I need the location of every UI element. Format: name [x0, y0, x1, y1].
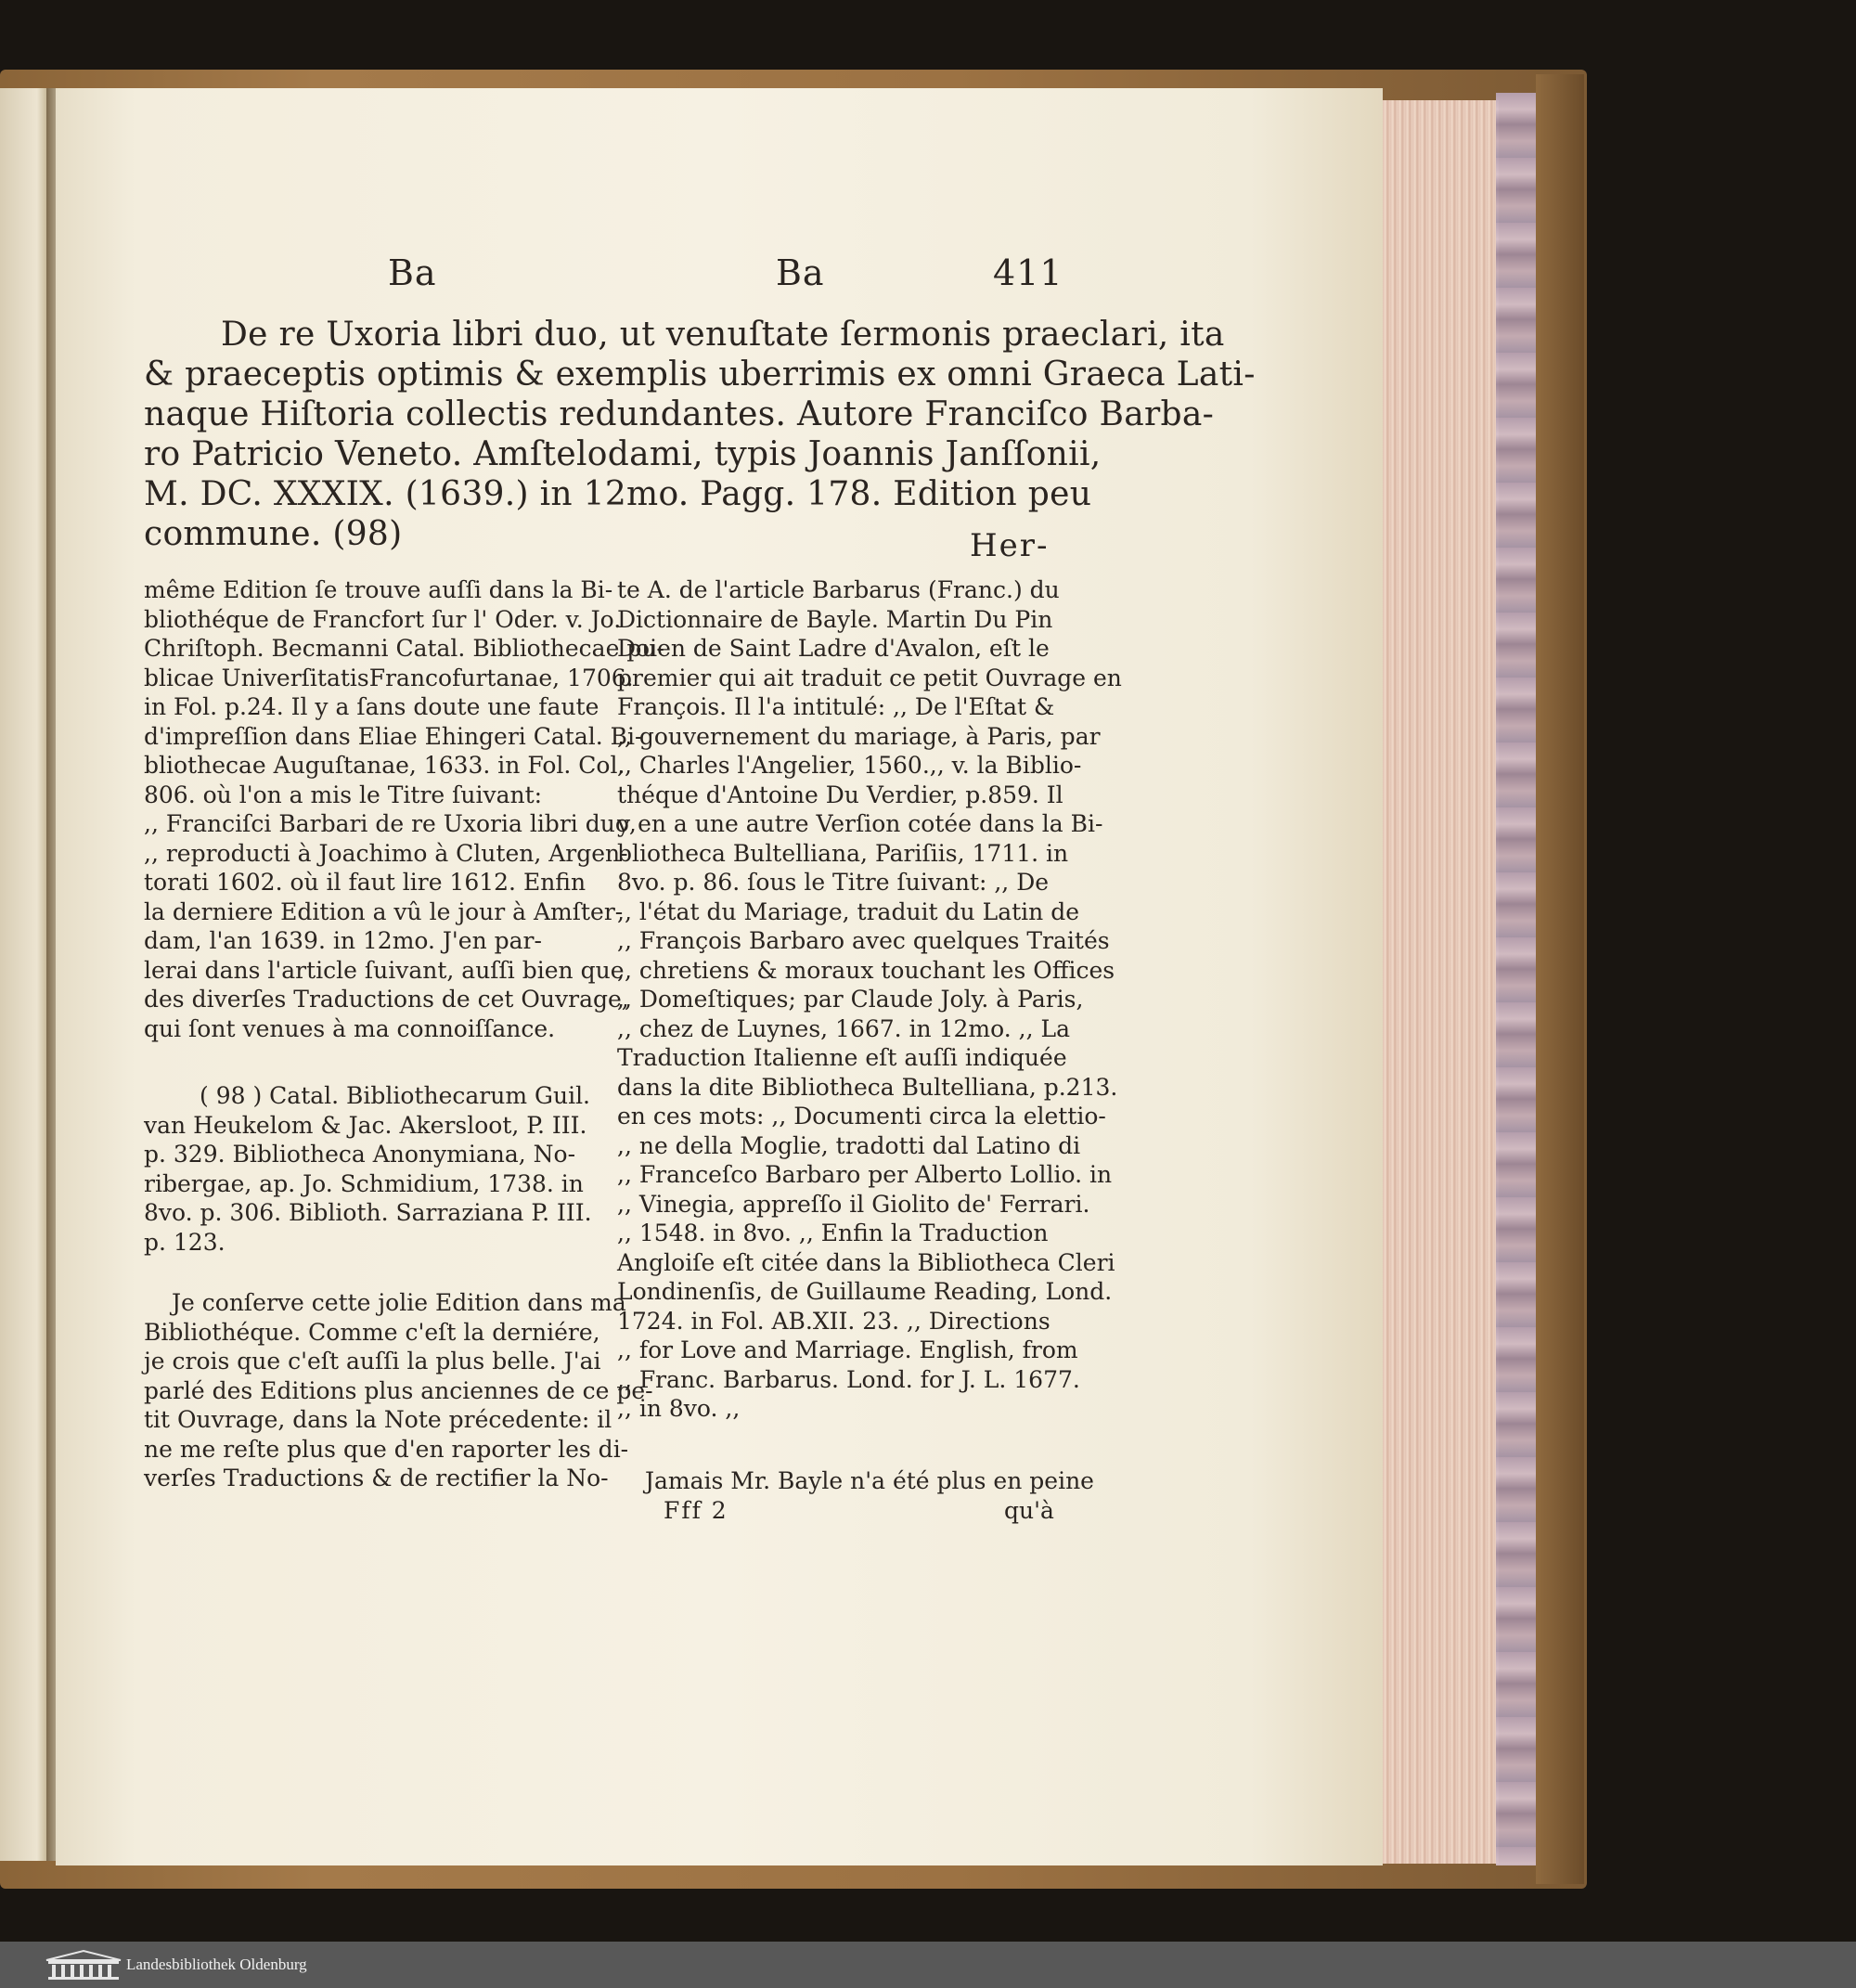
title-line-4: ro Patricio Veneto. Amſtelodami, typis Joannis Janſſonii, [144, 435, 1102, 473]
title-line-5: M. DC. XXXIX. (1639.) in 12mo. Pagg. 178. Edition peu [144, 475, 1092, 513]
note-line: p. 329. Bibliotheca Anonymiana, No- [144, 1141, 576, 1168]
title-line-1: De re Uxoria libri duo, ut venuſtate ſermonis praeclari, ita [221, 316, 1225, 354]
viewer-footer [0, 1942, 1856, 1988]
right-line: premier qui ait traduit ce petit Ouvrage en [617, 664, 1122, 691]
right-column [617, 575, 1122, 1424]
right-line: théque d'Antoine Du Verdier, p.859. Il [617, 781, 1063, 808]
right-line: en ces mots: ,, Documenti circa la elettio- [617, 1103, 1106, 1130]
right-line: ,, 1548. in 8vo. ,, Enfin la Traduction [617, 1220, 1049, 1246]
para-line: Bibliothéque. Comme c'eſt la derniére, [144, 1318, 600, 1346]
left-line: des diverſes Traductions de cet Ouvrage, [144, 986, 629, 1013]
footnote-98 [144, 1081, 592, 1257]
title-line-6: commune. (98) [144, 515, 403, 553]
right-line: ,, chretiens & moraux touchant les Offices [617, 956, 1115, 984]
running-head-left: Ba [388, 252, 437, 293]
right-line: ,, ne della Moglie, tradotti dal Latino di [617, 1131, 1081, 1159]
left-line: 806. où l'on a mis le Titre ſuivant: [144, 781, 543, 808]
left-line: qui ſont venues à ma connoiſſance. [144, 1014, 556, 1042]
right-line: Angloiſe eſt citée dans la Bibliotheca Cleri [617, 1248, 1115, 1276]
left-line: d'impreſſion dans Eliae Ehingeri Catal. Bi- [144, 722, 643, 750]
para-line: je crois que c'eſt auſſi la plus belle. J'ai [144, 1348, 601, 1375]
left-line: bliothecae Auguſtanae, 1633. in Fol. Col. [144, 752, 625, 779]
right-line: dans la dite Bibliotheca Bultelliana, p.213. [617, 1073, 1118, 1101]
para-line: parlé des Editions plus anciennes de ce pe- [144, 1376, 653, 1404]
left-page-edge [0, 88, 46, 1861]
right-line: ,, l'état du Mariage, traduit du Latin de [617, 897, 1079, 925]
note-line: ( 98 ) Catal. Bibliothecarum Guil. [200, 1082, 591, 1109]
cover-edge [1536, 74, 1584, 1884]
right-line: te A. de l'article Barbarus (Franc.) du [617, 576, 1060, 603]
right-line: ,, Domeſtiques; par Claude Joly. à Paris, [617, 986, 1084, 1013]
left-line: ,, Franciſci Barbari de re Uxoria libri duo, [144, 810, 637, 837]
left-column [144, 575, 664, 1043]
right-line: bliotheca Bultelliana, Pariſiis, 1711. in [617, 839, 1069, 867]
para-line: verſes Traductions & de rectifier la No- [144, 1465, 609, 1491]
title-line-3: naque Hiſtoria collectis redundantes. Autore Franciſco Barba- [144, 395, 1215, 433]
right-line: ,, gouvernement du mariage, à Paris, par [617, 722, 1101, 750]
right-line: Doien de Saint Ladre d'Avalon, eſt le [617, 635, 1050, 662]
left-line: blicae UniverſitatisFrancofurtanae, 1706. [144, 664, 634, 691]
title-line-2: & praeceptis optimis & exemplis uberrimis ex omni Graeca Lati- [144, 355, 1256, 394]
right-line: ,, Charles l'Angelier, 1560.,, v. la Biblio- [617, 752, 1082, 779]
signature-mark: Fff 2 [664, 1497, 728, 1524]
right-line: Dictionnaire de Bayle. Martin Du Pin [617, 605, 1053, 633]
note-line: 8vo. p. 306. Biblioth. Sarraziana P. III. [144, 1199, 592, 1226]
note-line: van Heukelom & Jac. Akersloot, P. III. [144, 1111, 587, 1139]
right-line: Londinenſis, de Guillaume Reading, Lond. [617, 1278, 1113, 1305]
para-line: tit Ouvrage, dans la Note précedente: il [144, 1406, 612, 1433]
note-line: ribergae, ap. Jo. Schmidium, 1738. in [144, 1169, 584, 1197]
right-line: ,, Vinegia, appreſſo il Giolito de' Ferrari. [617, 1190, 1090, 1218]
catchword-top: Her- [970, 527, 1050, 564]
right-line: ,, François Barbaro avec quelques Traités [617, 927, 1110, 954]
right-line: ,, chez de Luynes, 1667. in 12mo. ,, La [617, 1014, 1070, 1042]
page-edges [1383, 100, 1499, 1864]
page-number: 411 [993, 252, 1063, 293]
left-paragraph-2 [144, 1288, 653, 1493]
right-line: y en a une autre Verſion cotée dans la Bi- [617, 810, 1103, 837]
left-line: torati 1602. où il faut lire 1612. Enfin [144, 869, 586, 896]
institution-name[interactable]: Landesbibliothek Oldenburg [126, 1956, 307, 1973]
left-line: ,, reproducti à Joachimo à Cluten, Argen- [144, 839, 628, 867]
right-line: ,, for Love and Marriage. English, from [617, 1336, 1078, 1363]
left-line: bliothéque de Francfort ſur l' Oder. v. Jo. [144, 605, 622, 633]
right-line: François. Il l'a intitulé: ,, De l'Eſtat & [617, 693, 1055, 720]
catchword-bottom: qu'à [1004, 1497, 1054, 1524]
library-building-icon [45, 1949, 122, 1981]
right-last-line: Jamais Mr. Bayle n'a été plus en peine [645, 1467, 1094, 1494]
note-line: p. 123. [144, 1228, 226, 1256]
left-line: dam, l'an 1639. in 12mo. J'en par- [144, 927, 542, 954]
right-line: ,, in 8vo. ,, [617, 1395, 741, 1422]
left-line: la derniere Edition a vû le jour à Amſter- [144, 897, 624, 925]
right-line: ,, Franceſco Barbaro per Alberto Lollio. in [617, 1161, 1113, 1188]
right-line: ,, Franc. Barbarus. Lond. for J. L. 1677. [617, 1365, 1080, 1393]
right-line: 1724. in Fol. AB.XII. 23. ,, Directions [617, 1307, 1050, 1335]
left-line: Chriſtoph. Becmanni Catal. Bibliothecae pu- [144, 635, 664, 662]
para-line: Je conſerve cette jolie Edition dans ma [172, 1289, 626, 1316]
left-line: lerai dans l'article ſuivant, auſſi bien que [144, 956, 625, 984]
left-line: même Edition ſe trouve auſſi dans la Bi- [144, 576, 613, 603]
right-line: Traduction Italienne eſt auſſi indiquée [617, 1044, 1067, 1071]
running-head-center: Ba [776, 252, 825, 293]
marbled-edge [1496, 93, 1540, 1865]
left-line: in Fol. p.24. Il y a ſans doute une faute [144, 693, 599, 720]
para-line: ne me reſte plus que d'en raporter les di- [144, 1435, 629, 1463]
right-line: 8vo. p. 86. ſous le Titre ſuivant: ,, De [617, 869, 1050, 896]
